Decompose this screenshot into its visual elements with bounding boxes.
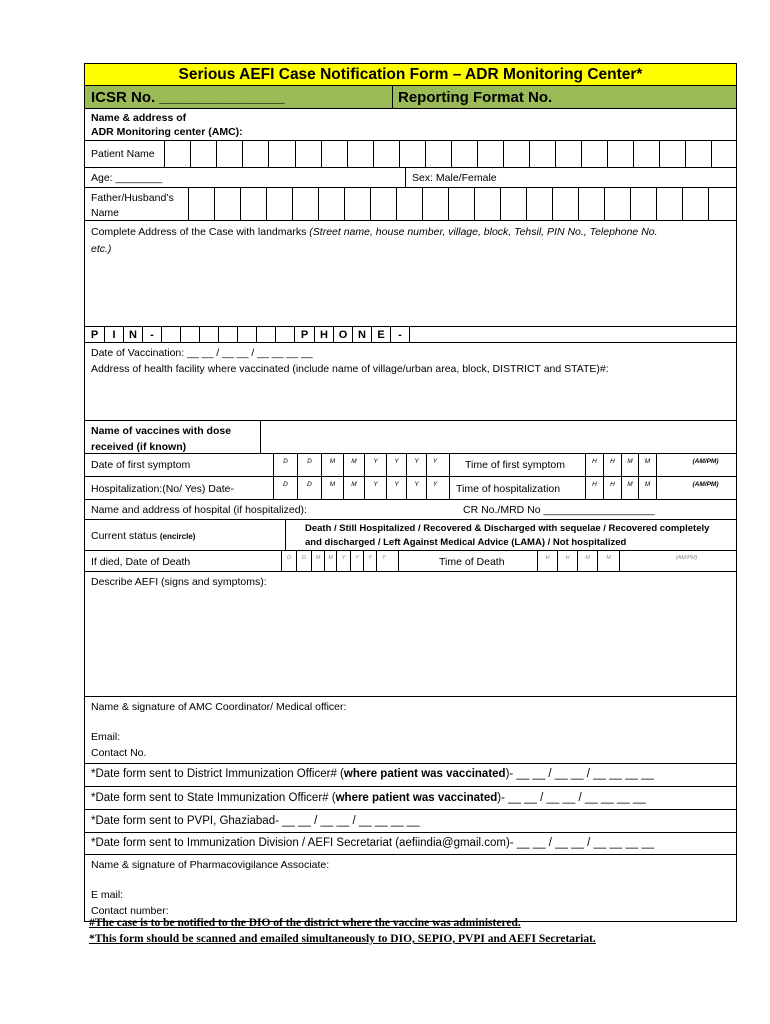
- address-label: Complete Address of the Case with landmarks: [91, 226, 307, 238]
- dio-suffix: )- __ __ / __ __ / __ __ __ __: [505, 768, 654, 780]
- date-letter: D: [297, 477, 321, 499]
- email-label: Email:: [91, 731, 121, 743]
- time-letter: M: [638, 454, 656, 476]
- cr-number-label: CR No./MRD No ___________________: [463, 504, 655, 516]
- current-status-row[interactable]: [85, 520, 736, 551]
- pvpi-label: *Date form sent to PVPI, Ghaziabad- __ __ / __ __ / __ __ __ __: [91, 815, 420, 827]
- sio-bold: where patient was vaccinated: [335, 792, 498, 804]
- first-symptom-time-boxes[interactable]: [585, 454, 754, 476]
- time-letter: M: [577, 551, 597, 571]
- sio-suffix: )- __ __ / __ __ / __ __ __ __: [497, 792, 646, 804]
- pin-letter: -: [143, 327, 162, 342]
- sio-prefix: *Date form sent to State Immunization Officer# (: [91, 792, 336, 804]
- date-letter: Y: [363, 551, 376, 571]
- date-letter: Y: [426, 454, 443, 476]
- pin-phone-row[interactable]: [85, 327, 736, 343]
- time-hospitalization-label: Time of hospitalization: [456, 483, 561, 495]
- date-letter: Y: [376, 551, 391, 571]
- date-letter: M: [321, 454, 343, 476]
- date-letter: Y: [386, 454, 406, 476]
- address-row[interactable]: [85, 221, 736, 327]
- vaccination-row[interactable]: [85, 343, 736, 421]
- hospital-name-label: Name and address of hospital (if hospitalized):: [91, 504, 307, 516]
- pv-sign-row[interactable]: [85, 855, 736, 922]
- date-letter: D: [297, 454, 321, 476]
- father-name-row[interactable]: [85, 188, 736, 221]
- date-letter: Y: [406, 477, 426, 499]
- time-letter: M: [638, 477, 656, 499]
- phone-letter: H: [315, 327, 334, 342]
- date-letter: M: [343, 477, 364, 499]
- death-row[interactable]: [85, 551, 736, 572]
- address-hint: (Street name, house number, village, block, Tehsil, PIN No., Telephone No.: [309, 226, 658, 238]
- aefi-form: [84, 63, 737, 922]
- date-letter: M: [343, 454, 364, 476]
- time-letter: M: [597, 551, 619, 571]
- sex-label: Sex: Male/Female: [412, 172, 497, 184]
- date-letter: M: [311, 551, 324, 571]
- hospitalization-row[interactable]: [85, 477, 736, 500]
- status-options-1[interactable]: Death / Still Hospitalized / Recovered & Discharged with sequelae / Recovered completely: [305, 523, 710, 534]
- death-time-boxes[interactable]: [537, 551, 753, 571]
- date-letter: Y: [336, 551, 350, 571]
- time-letter: H: [585, 454, 603, 476]
- date-letter: Y: [426, 477, 443, 499]
- time-letter: H: [603, 454, 621, 476]
- death-date-boxes[interactable]: [281, 551, 391, 571]
- phone-letter: -: [391, 327, 410, 342]
- pv-contact-label: Contact number:: [91, 905, 169, 917]
- patient-name-label: Patient Name: [91, 148, 155, 160]
- date-letter: Y: [364, 477, 386, 499]
- dio-bold: where patient was vaccinated: [343, 768, 506, 780]
- time-letter: M: [621, 454, 638, 476]
- time-first-symptom-label: Time of first symptom: [465, 459, 565, 471]
- pin-letter: N: [124, 327, 143, 342]
- hospitalization-label: Hospitalization:(No/ Yes) Date-: [91, 483, 234, 495]
- date-letter: D: [281, 551, 296, 571]
- vaccines-label-2: received (if known): [91, 441, 187, 453]
- status-options-2[interactable]: and discharged / Left Against Medical Advice (LAMA) / Not hospitalized: [305, 537, 627, 548]
- hospitalization-date-boxes[interactable]: [273, 477, 443, 499]
- time-letter: H: [585, 477, 603, 499]
- icsr-row: [85, 86, 736, 109]
- phone-letter: E: [372, 327, 391, 342]
- died-label: If died, Date of Death: [91, 556, 191, 568]
- phone-letter: O: [334, 327, 353, 342]
- sio-row[interactable]: [85, 787, 736, 810]
- dio-prefix: *Date form sent to District Immunization Officer# (: [91, 768, 344, 780]
- first-symptom-date-boxes[interactable]: [273, 454, 443, 476]
- date-letter: M: [321, 477, 343, 499]
- pv-email-label: E mail:: [91, 889, 124, 901]
- reporting-format-label: Reporting Format No.: [398, 89, 553, 106]
- footnote-dio: #The case is to be notified to the DIO of the district where the vaccine was administered.: [89, 917, 521, 929]
- date-letter: Y: [350, 551, 363, 571]
- pin-letter: P: [85, 327, 105, 342]
- phone-letter: N: [353, 327, 372, 342]
- encircle-label: (encircle): [159, 532, 196, 541]
- describe-label: Describe AEFI (signs and symptoms):: [91, 576, 267, 588]
- patient-name-boxes[interactable]: [164, 141, 737, 167]
- date-letter: Y: [364, 454, 386, 476]
- time-letter: H: [603, 477, 621, 499]
- dio-row[interactable]: [85, 764, 736, 787]
- current-status-label: Current status: [91, 530, 157, 542]
- patient-name-row[interactable]: [85, 141, 736, 168]
- footnote-scan: *This form should be scanned and emailed simultaneously to DIO, SEPIO, PVPI and AEFI Secretariat.: [89, 933, 596, 945]
- amc-label-1: Name & address of: [91, 112, 187, 124]
- vaccines-label-1: Name of vaccines with dose: [91, 425, 232, 437]
- amc-sign-label: Name & signature of AMC Coordinator/ Medical officer:: [91, 701, 347, 713]
- contact-label: Contact No.: [91, 747, 147, 759]
- hospital-row[interactable]: [85, 500, 736, 520]
- date-letter: D: [296, 551, 311, 571]
- describe-row[interactable]: [85, 572, 736, 697]
- time-of-death-label: Time of Death: [439, 556, 505, 568]
- amc-sign-row[interactable]: [85, 697, 736, 764]
- first-symptom-row[interactable]: [85, 454, 736, 477]
- father-label-2: Name: [91, 207, 120, 219]
- pin-boxes[interactable]: [85, 327, 410, 342]
- vaccination-date-label: Date of Vaccination: __ __ / __ __ / __ __ __ __: [91, 347, 313, 359]
- date-letter: M: [324, 551, 336, 571]
- age-sex-row[interactable]: [85, 168, 736, 188]
- father-label-1: Father/Husband’s: [91, 192, 174, 204]
- pin-letter: I: [105, 327, 124, 342]
- pvpi-row[interactable]: [85, 810, 736, 833]
- ampm-label: (AM/PM): [619, 551, 753, 571]
- first-symptom-label: Date of first symptom: [91, 459, 191, 471]
- pv-sign-label: Name & signature of Pharmacovigilance Associate:: [91, 859, 330, 871]
- ampm-label: (AM/PM): [656, 477, 754, 499]
- time-letter: M: [621, 477, 638, 499]
- facility-label: Address of health facility where vaccinated (include name of village/urban area, block, DISTRICT and STATE)#:: [91, 363, 609, 375]
- ampm-label: (AM/PM): [656, 454, 754, 476]
- date-letter: Y: [386, 477, 406, 499]
- aefi-secretariat-row[interactable]: [85, 833, 736, 855]
- amc-row[interactable]: [85, 109, 736, 141]
- date-letter: D: [273, 454, 297, 476]
- time-letter: H: [557, 551, 577, 571]
- amc-label-2: ADR Monitoring center (AMC):: [91, 126, 243, 138]
- icsr-label: ICSR No. _______________: [91, 89, 285, 106]
- vaccines-row[interactable]: [85, 421, 736, 454]
- phone-letter: P: [295, 327, 315, 342]
- date-letter: D: [273, 477, 297, 499]
- address-hint-2: etc.): [91, 243, 112, 255]
- age-label: Age: ________: [91, 172, 163, 184]
- date-letter: Y: [406, 454, 426, 476]
- hospitalization-time-boxes[interactable]: [585, 477, 754, 499]
- time-letter: H: [537, 551, 557, 571]
- form-title: Serious AEFI Case Notification Form – ADR Monitoring Center*: [85, 64, 736, 86]
- aefi-secretariat-label: *Date form sent to Immunization Division / AEFI Secretariat (aefiindia@gmail.com)- __ __ / __ __ / __ __ __ __: [91, 837, 655, 849]
- father-name-boxes[interactable]: [188, 188, 734, 220]
